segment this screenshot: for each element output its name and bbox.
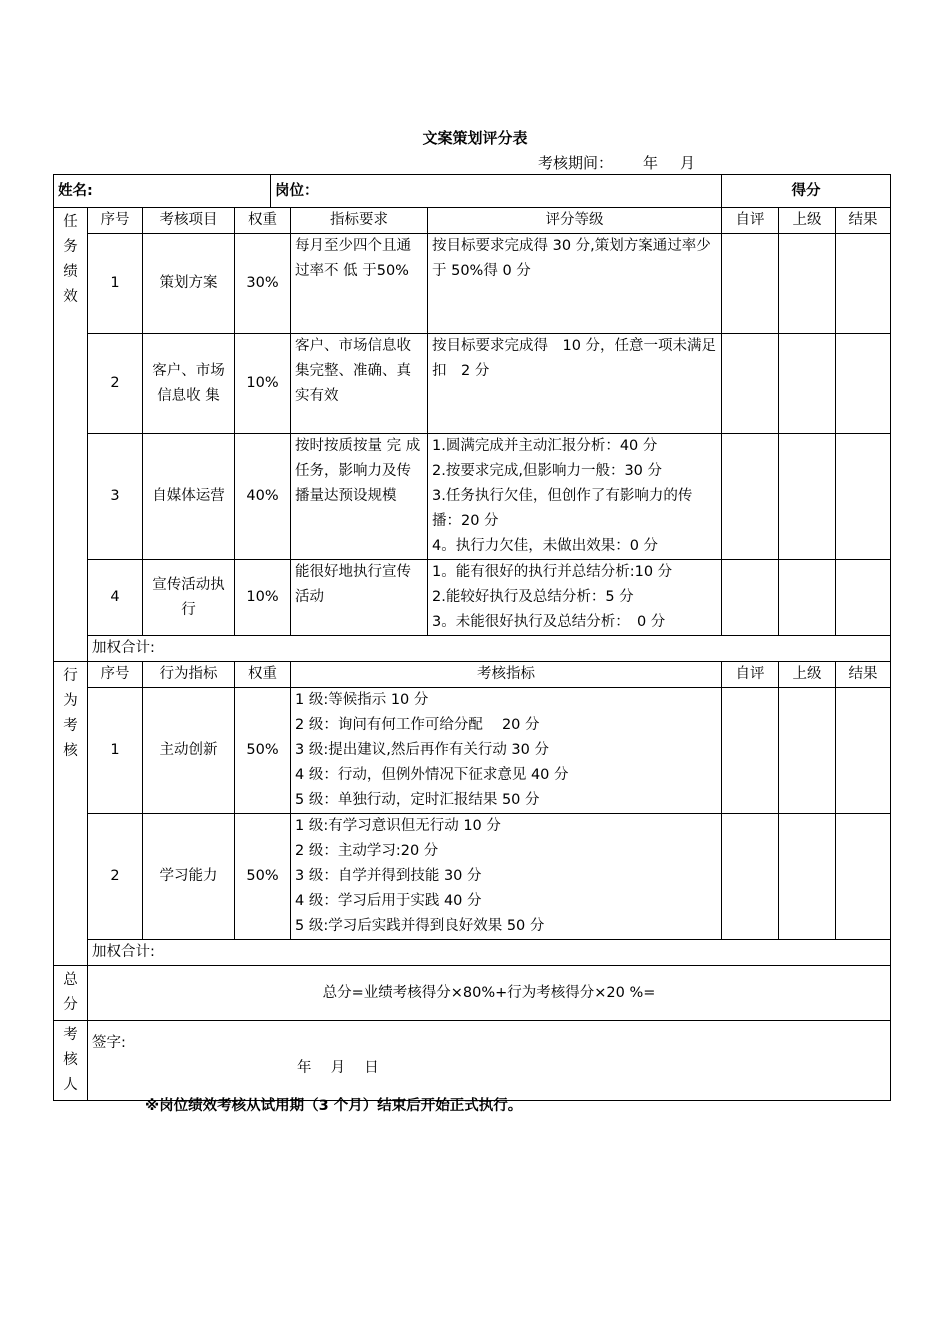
result-score-cell[interactable] <box>836 334 891 434</box>
row-no: 1 <box>88 234 143 334</box>
row-requirement: 能很好地执行宣传活动 <box>291 560 428 636</box>
result-score-cell[interactable] <box>836 234 891 334</box>
table-row <box>54 234 891 334</box>
superior-score-cell[interactable] <box>779 560 836 636</box>
evaluation-table <box>53 174 891 1101</box>
col-criteria: 考核指标 <box>291 662 722 688</box>
row-weight: 10% <box>235 334 291 434</box>
assessment-period <box>538 152 695 173</box>
superior-score-cell[interactable] <box>779 814 836 940</box>
col-requirement: 指标要求 <box>291 208 428 234</box>
col-result: 结果 <box>836 208 891 234</box>
row-no: 3 <box>88 434 143 560</box>
col-result: 结果 <box>836 662 891 688</box>
task-weighted-total-row <box>54 636 891 662</box>
col-superior: 上级 <box>779 208 836 234</box>
behavior-column-header-row <box>54 662 891 688</box>
task-column-header-row <box>54 208 891 234</box>
period-label: 考核期间： <box>538 154 614 172</box>
table-row <box>54 434 891 560</box>
row-requirement: 按时按质按量 完 成 任务，影响力及传播量达预设规模 <box>291 434 428 560</box>
table-row <box>54 814 891 940</box>
row-weight: 30% <box>235 234 291 334</box>
superior-score-cell[interactable] <box>779 334 836 434</box>
row-no: 1 <box>88 688 143 814</box>
row-grading: 1.圆满完成并主动汇报分析：40 分 2.按要求完成,但影响力一般：30 分 3.任务执行欠佳，但创作了有影响力的传播：20 分 4。执行力欠佳，未做出效果：0 分 <box>428 434 722 560</box>
row-criteria: 1 级:有学习意识但无行动 10 分 2 级：主动学习:20 分 3 级：自学并得到技能 30 分 4 级：学习后用于实践 40 分 5 级:学习后实践并得到良好效果 50 分 <box>291 814 722 940</box>
header-row <box>54 175 891 208</box>
task-section-label: 任 务 绩 效 <box>54 208 88 662</box>
row-requirement: 客户、市场信息收集完整、准确、真实有效 <box>291 334 428 434</box>
self-score-cell[interactable] <box>722 814 779 940</box>
sign-label: 签字: <box>92 1035 126 1051</box>
row-criteria: 1 级:等候指示 10 分 2 级：询问有何工作可给分配 20 分 3 级:提出建议,然后再作有关行动 30 分 4 级：行动，但例外情况下征求意见 40 分 5 级：单独行动，定时汇报结果 50 分 <box>291 688 722 814</box>
footnote: ※岗位绩效考核从试用期（3 个月）结束后开始正式执行。 <box>145 1098 523 1114</box>
col-self: 自评 <box>722 208 779 234</box>
result-score-cell[interactable] <box>836 688 891 814</box>
period-month: 月 <box>680 154 696 172</box>
score-header: 得分 <box>722 175 891 208</box>
superior-score-cell[interactable] <box>779 234 836 334</box>
row-grading: 按目标要求完成得 10 分，任意一项未满足扣 2 分 <box>428 334 722 434</box>
row-weight: 40% <box>235 434 291 560</box>
superior-score-cell[interactable] <box>779 434 836 560</box>
behavior-weighted-total-row <box>54 940 891 966</box>
form-title: 文案策划评分表 <box>422 129 528 147</box>
row-item: 主动创新 <box>143 688 235 814</box>
period-year: 年 <box>643 154 659 172</box>
result-score-cell[interactable] <box>836 814 891 940</box>
self-score-cell[interactable] <box>722 234 779 334</box>
self-score-cell[interactable] <box>722 434 779 560</box>
col-behavior-item: 行为指标 <box>143 662 235 688</box>
self-score-cell[interactable] <box>722 688 779 814</box>
reviewer-sign-cell[interactable] <box>88 1021 891 1101</box>
self-score-cell[interactable] <box>722 560 779 636</box>
total-formula[interactable]: 总分=业绩考核得分×80%+行为考核得分×20 %= <box>88 966 891 1021</box>
col-grading: 评分等级 <box>428 208 722 234</box>
position-field[interactable]: 岗位： <box>271 175 722 208</box>
self-score-cell[interactable] <box>722 334 779 434</box>
row-item: 策划方案 <box>143 234 235 334</box>
name-field[interactable]: 姓名: <box>54 175 271 208</box>
row-grading: 1。能有很好的执行并总结分析:10 分 2.能较好执行及总结分析：5 分 3。未能很好执行及总结分析： 0 分 <box>428 560 722 636</box>
col-no: 序号 <box>88 662 143 688</box>
row-item: 宣传活动执行 <box>143 560 235 636</box>
row-no: 2 <box>88 334 143 434</box>
reviewer-row <box>54 1021 891 1101</box>
result-score-cell[interactable] <box>836 434 891 560</box>
row-weight: 10% <box>235 560 291 636</box>
row-item: 客户、市场信息收 集 <box>143 334 235 434</box>
row-no: 2 <box>88 814 143 940</box>
behavior-section-label: 行 为 考 核 <box>54 662 88 966</box>
col-self: 自评 <box>722 662 779 688</box>
total-section-label: 总 分 <box>54 966 88 1021</box>
row-item: 自媒体运营 <box>143 434 235 560</box>
col-weight: 权重 <box>235 662 291 688</box>
col-item: 考核项目 <box>143 208 235 234</box>
row-weight: 50% <box>235 688 291 814</box>
table-row <box>54 334 891 434</box>
row-grading: 按目标要求完成得 30 分,策划方案通过率少于 50%得 0 分 <box>428 234 722 334</box>
row-weight: 50% <box>235 814 291 940</box>
row-item: 学习能力 <box>143 814 235 940</box>
col-no: 序号 <box>88 208 143 234</box>
table-row <box>54 688 891 814</box>
reviewer-section-label: 考 核 人 <box>54 1021 88 1101</box>
row-no: 4 <box>88 560 143 636</box>
col-superior: 上级 <box>779 662 836 688</box>
row-requirement: 每月至少四个且通过率不 低 于50% <box>291 234 428 334</box>
col-weight: 权重 <box>235 208 291 234</box>
superior-score-cell[interactable] <box>779 688 836 814</box>
table-row <box>54 560 891 636</box>
task-weighted-total[interactable]: 加权合计: <box>88 636 891 662</box>
result-score-cell[interactable] <box>836 560 891 636</box>
sign-date: 年 月 日 <box>297 1060 379 1076</box>
behavior-weighted-total[interactable]: 加权合计: <box>88 940 891 966</box>
total-row <box>54 966 891 1021</box>
